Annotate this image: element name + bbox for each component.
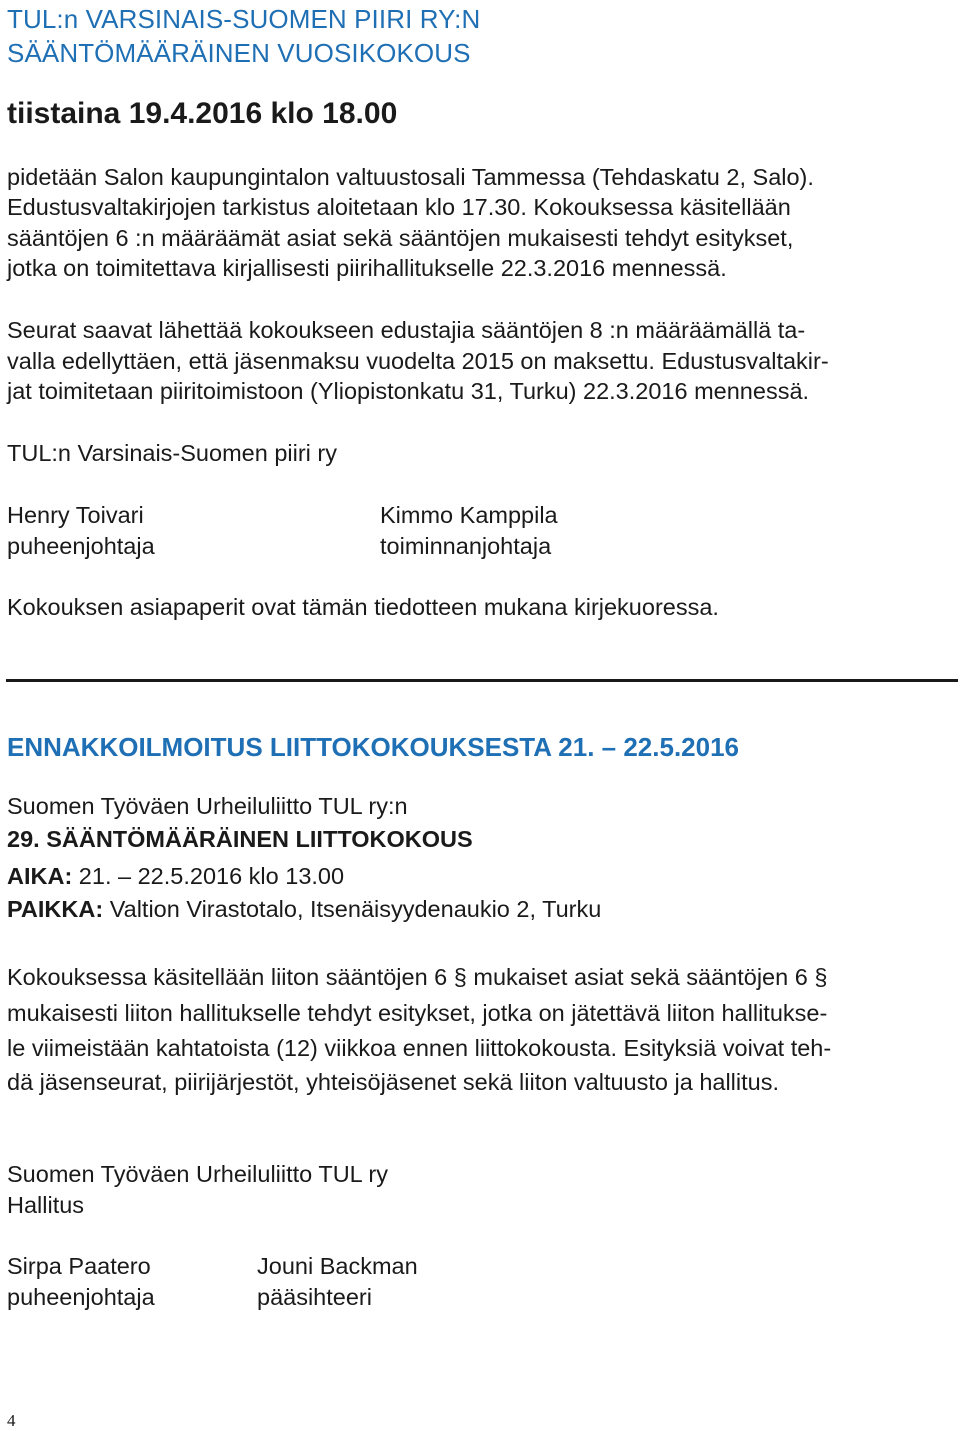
announcement-para-line: le viimeistään kahtatoista (12) viikkoa ennen liittokokousta. Esityksiä voivat teh- [7, 1035, 832, 1061]
time-value: 21. – 22.5.2016 klo 13.00 [72, 863, 345, 889]
section-divider [6, 679, 958, 682]
meeting-title-line2: SÄÄNTÖMÄÄRÄINEN VUOSIKOKOUS [7, 38, 471, 68]
announcement-title: ENNAKKOILMOITUS LIITTOKOKOUKSESTA 21. – 22.5.2016 [7, 732, 740, 762]
meeting-para1-line: pidetään Salon kaupungintalon valtuustosali Tammessa (Tehdaskatu 2, Salo). [7, 164, 814, 190]
signer-role: puheenjohtaja [7, 1284, 155, 1310]
meeting-title-line1: TUL:n VARSINAIS-SUOMEN PIIRI RY:N [7, 4, 481, 34]
announcement-sign-org: Suomen Työväen Urheiluliitto TUL ry [7, 1161, 388, 1187]
meeting-date: tiistaina 19.4.2016 klo 18.00 [7, 97, 398, 130]
announcement-para-line: mukaisesti liiton hallitukselle tehdyt esitykset, jotka on jätettävä liiton hallitukse- [7, 1000, 828, 1026]
time-label: AIKA: [7, 863, 73, 889]
meeting-para2-line: Seurat saavat lähettää kokoukseen edustajia sääntöjen 8 :n määräämällä ta- [7, 317, 806, 343]
signer-role: toiminnanjohtaja [380, 533, 552, 559]
meeting-para1-line: jotka on toimitettava kirjallisesti piirihallitukselle 22.3.2016 mennessä. [7, 255, 727, 281]
announcement-meeting-title: 29. SÄÄNTÖMÄÄRÄINEN LIITTOKOKOUS [7, 826, 473, 852]
place-value: Valtion Virastotalo, Itsenäisyydenaukio 2, Turku [103, 896, 602, 922]
page-number: 4 [7, 1411, 16, 1430]
signer-name: Sirpa Paatero [7, 1253, 151, 1279]
signer-role: pääsihteeri [257, 1284, 372, 1310]
announcement-time [7, 861, 344, 892]
signer-role: puheenjohtaja [7, 533, 155, 559]
meeting-org: TUL:n Varsinais-Suomen piiri ry [7, 440, 337, 466]
meeting-para2-line: valla edellyttäen, että jäsenmaksu vuodelta 2015 on maksettu. Edustusvaltakir- [7, 348, 829, 374]
announcement-place [7, 894, 601, 925]
meeting-para1-line: Edustusvaltakirjojen tarkistus aloitetaan klo 17.30. Kokouksessa käsitellään [7, 194, 791, 220]
meeting-para2-line: jat toimitetaan piiritoimistoon (Yliopistonkatu 31, Turku) 22.3.2016 mennessä. [7, 378, 810, 404]
meeting-para1-line: sääntöjen 6 :n määräämät asiat sekä sääntöjen mukaisesti tehdyt esitykset, [7, 225, 794, 251]
place-label: PAIKKA: [7, 896, 104, 922]
announcement-sign-body: Hallitus [7, 1192, 85, 1218]
meeting-note: Kokouksen asiapaperit ovat tämän tiedotteen mukana kirjekuoressa. [7, 594, 719, 620]
announcement-org-line: Suomen Työväen Urheiluliitto TUL ry:n [7, 793, 408, 819]
announcement-para-line: dä jäsenseurat, piirijärjestöt, yhteisöjäsenet sekä liiton valtuusto ja hallitus. [7, 1069, 780, 1095]
signer-name: Henry Toivari [7, 502, 144, 528]
signer-name: Kimmo Kamppila [380, 502, 558, 528]
announcement-para-line: Kokouksessa käsitellään liiton sääntöjen 6 § mukaiset asiat sekä sääntöjen 6 § [7, 964, 828, 990]
signer-name: Jouni Backman [257, 1253, 418, 1279]
